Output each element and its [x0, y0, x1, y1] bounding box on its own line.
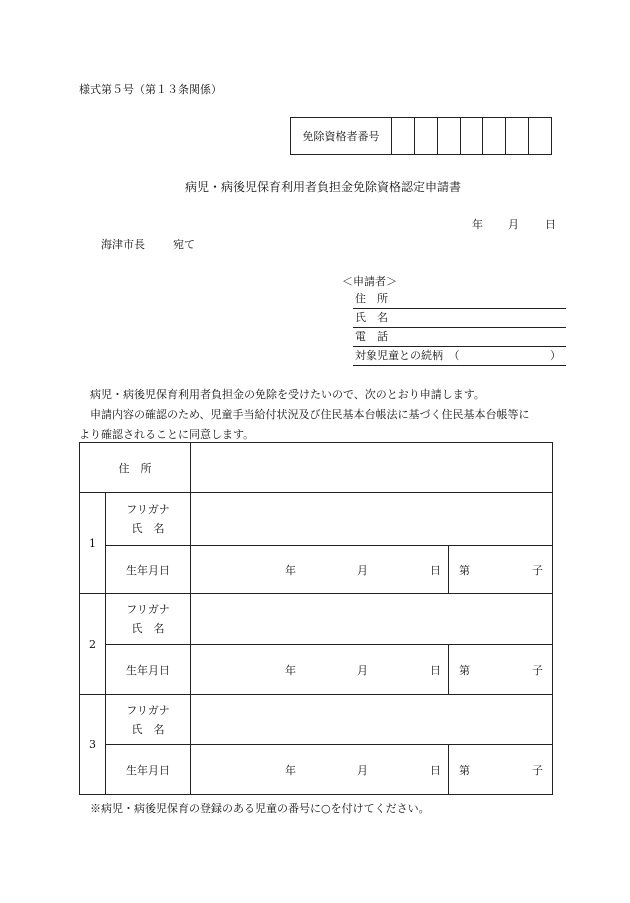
applicant-relation-field[interactable] — [353, 347, 566, 366]
form-number: 様式第５号（第１３条関係） — [79, 83, 222, 96]
document-title: 病児・病後児保育利用者負担金免除資格認定申請書 — [185, 180, 462, 194]
order-prefix: 第 — [459, 663, 470, 677]
dob-label: 生年月日 — [126, 763, 170, 777]
child-2-dob-input[interactable] — [191, 645, 449, 695]
child-1-dob-label-cell — [106, 546, 191, 594]
applicant-name-field[interactable] — [353, 309, 566, 328]
children-table — [79, 442, 553, 795]
body-line-1: 病児・病後児保育利用者負担金の免除を受けたいので、次のとおり申請します。 — [90, 388, 485, 401]
certificate-number-label: 免除資格者番号 — [291, 118, 392, 154]
child-2-name-row — [80, 594, 553, 645]
order-suffix: 子 — [532, 663, 543, 677]
dob-day-label: 日 — [430, 663, 441, 677]
certificate-number-digit[interactable] — [506, 118, 529, 154]
name-label: 氏 名 — [131, 722, 165, 736]
child-2-order-input[interactable] — [449, 645, 553, 695]
furigana-label: フリガナ — [126, 603, 170, 616]
dob-year-label: 年 — [285, 563, 296, 577]
certificate-number-digit[interactable] — [483, 118, 506, 154]
certificate-number-box — [290, 117, 552, 155]
child-number-label: 2 — [89, 637, 96, 651]
dob-month-label: 月 — [357, 563, 368, 577]
child-1-dob-input[interactable] — [191, 546, 449, 594]
child-3-dob-label-cell — [106, 745, 191, 795]
date-month-label: 月 — [508, 218, 519, 231]
applicant-phone-field[interactable] — [353, 328, 566, 347]
child-3-name-input[interactable] — [191, 695, 553, 745]
child-2-dob-row — [80, 645, 553, 695]
certificate-number-digit[interactable] — [461, 118, 484, 154]
child-3-number[interactable] — [80, 695, 106, 795]
child-1-name-input[interactable] — [191, 493, 553, 546]
address-label-cell — [80, 443, 191, 493]
order-prefix: 第 — [459, 763, 470, 777]
name-label: 氏 名 — [131, 622, 165, 635]
order-suffix: 子 — [532, 563, 543, 577]
applicant-address-label: 住 所 — [355, 292, 388, 305]
child-1-name-row — [80, 493, 553, 546]
address-input-cell[interactable] — [191, 443, 553, 493]
child-1-number[interactable] — [80, 493, 106, 594]
child-2-name-input[interactable] — [191, 594, 553, 645]
dob-label: 生年月日 — [126, 563, 170, 577]
certificate-number-digit[interactable] — [415, 118, 438, 154]
child-3-order-input[interactable] — [449, 745, 553, 795]
addressee-suffix: 宛て — [173, 238, 195, 251]
furigana-label: フリガナ — [126, 703, 170, 717]
order-prefix: 第 — [459, 563, 470, 577]
dob-day-label: 日 — [430, 763, 441, 777]
footnote: ※病児・病後児保育の登録のある児童の番号に○を付けてください。 — [90, 802, 430, 815]
child-3-dob-row — [80, 745, 553, 795]
dob-month-label: 月 — [357, 763, 368, 777]
furigana-label: フリガナ — [126, 503, 170, 516]
order-suffix: 子 — [532, 763, 543, 777]
applicant-phone-label: 電 話 — [355, 330, 388, 343]
dob-year-label: 年 — [285, 663, 296, 677]
child-2-dob-label-cell — [106, 645, 191, 695]
address-label: 住 所 — [118, 461, 152, 475]
child-number-label: 3 — [89, 738, 96, 751]
child-1-name-label-cell — [106, 493, 191, 546]
date-year-label: 年 — [472, 218, 483, 231]
date-day-label: 日 — [545, 218, 556, 231]
child-number-label: 1 — [89, 536, 96, 550]
certificate-number-digit[interactable] — [438, 118, 461, 154]
child-2-name-label-cell — [106, 594, 191, 645]
addressee-name: 海津市長 — [101, 238, 145, 251]
certificate-number-digit[interactable] — [529, 118, 551, 154]
child-3-name-row — [80, 695, 553, 745]
child-1-order-input[interactable] — [449, 546, 553, 594]
name-label: 氏 名 — [131, 522, 165, 535]
certificate-number-digit[interactable] — [392, 118, 415, 154]
dob-month-label: 月 — [357, 663, 368, 677]
child-1-dob-row — [80, 546, 553, 594]
applicant-name-label: 氏 名 — [355, 311, 388, 324]
child-3-dob-input[interactable] — [191, 745, 449, 795]
body-line-2b: より確認されることに同意します。 — [79, 428, 255, 441]
child-3-name-label-cell — [106, 695, 191, 745]
address-row — [80, 443, 553, 493]
applicant-heading: ＜申請者＞ — [342, 275, 397, 288]
applicant-relation-label: 対象児童との続柄 （ — [355, 349, 460, 362]
dob-day-label: 日 — [430, 563, 441, 577]
applicant-address-field[interactable] — [353, 290, 566, 309]
applicant-relation-close: ） — [550, 349, 561, 362]
body-line-2a: 申請内容の確認のため、児童手当給付状況及び住民基本台帳法に基づく住民基本台帳等に — [90, 408, 530, 421]
dob-year-label: 年 — [285, 763, 296, 777]
dob-label: 生年月日 — [126, 663, 170, 677]
child-2-number[interactable] — [80, 594, 106, 695]
